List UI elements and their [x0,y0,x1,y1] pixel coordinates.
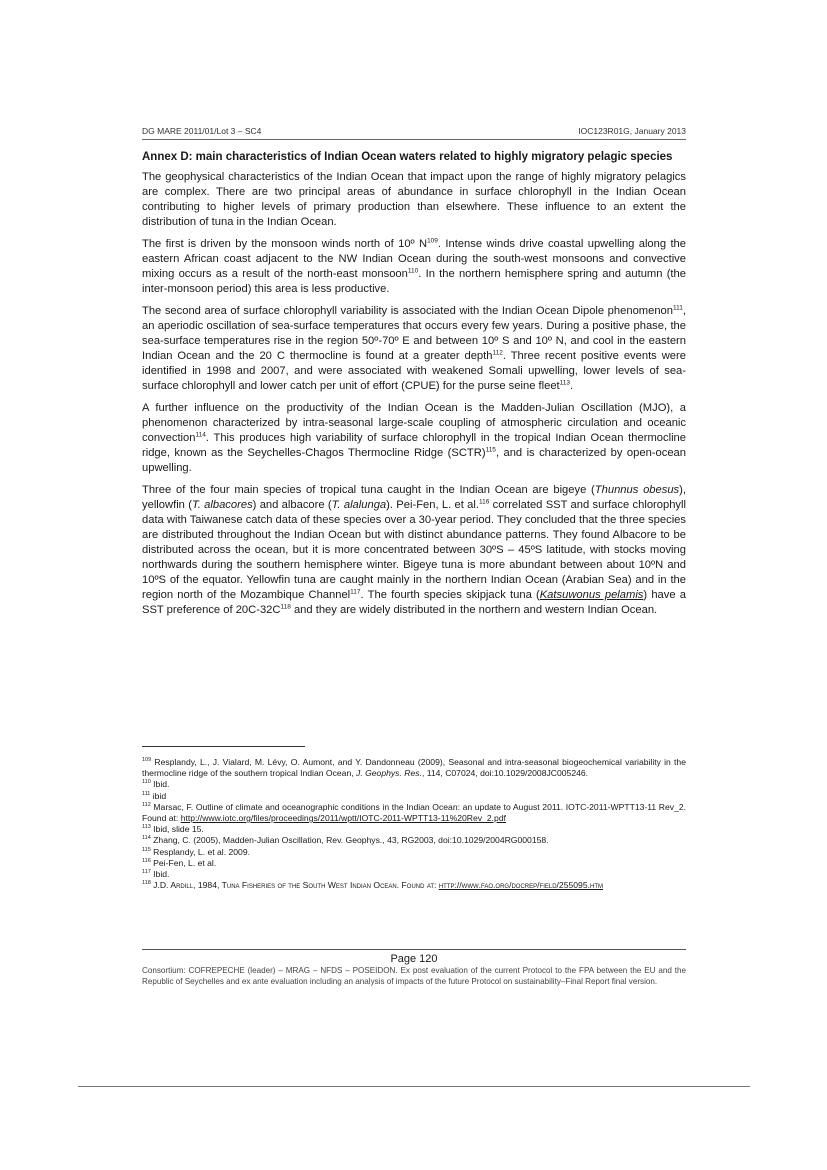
footnote-text: Ibid. [150,869,170,880]
footnote-number: 112 [142,801,151,808]
footnote-112 [142,802,686,824]
footnote-text: Pei-Fen, L. et al. [150,857,217,868]
p3-text-b: , an aperiodic oscillation of sea-surface temperatures that occurs every few years. During a positive phase, the sea-surface temperatures rise in the region 50º-70º E and between 10º S and 10º N, and cool in the eastern Indian Ocean and the 20 C thermocline is found at a greater depth [142,305,686,362]
header-divider [142,139,686,140]
footnote-text: , 114, C07024, doi:10.1029/2008JC005246. [421,768,589,779]
page-number: Page 120 [390,953,438,965]
footnote-114 [142,835,686,846]
footnote-ref-109[interactable]: 109 [427,237,438,245]
footnote-109 [142,757,686,779]
footnote-number: 111 [142,790,151,797]
footnote-number: 116 [142,857,151,864]
p2-text-b: . Intense winds drive coastal upwelling along the eastern African coast adjacent to the NW Indian Ocean during the south-west monsoons and convective mixing occurs as a result of the north-east monsoon [142,238,686,280]
p2-text-a: The first is driven by the monsoon winds north of 10º N [142,238,428,250]
header-left: DG MARE 2011/01/Lot 3 – SC4 [142,126,262,136]
footnote-text: Resplandy, L. et al. 2009. [150,846,250,857]
footnote-113 [142,824,686,835]
footnote-number: 117 [142,869,151,876]
p5-text-h: and they are widely distributed in the northern and western Indian Ocean. [290,604,658,616]
footnote-118 [142,880,686,891]
paragraph-5 [142,483,686,618]
footnote-text: J.D. Ardill, 1984, Tuna Fisheries of the South West Indian Ocean. Found at: [150,880,439,891]
paragraph-1: The geophysical characteristics of the Indian Ocean that impact upon the range of highly migratory pelagics are complex. There are two principal areas of abundance in surface chlorophyll in the Indian Ocean contributing to higher levels of primary production than elsewhere. These influence to an extent the distribution of tuna in the Indian Ocean. [142,171,686,228]
p5-text-e: correlated SST and surface chlorophyll data with Taiwanese catch data of these species over a 30-year period. They concluded that the three species are distributed throughout the Indian Ocean but with distinct abundance patterns. They found Albacore to be distributed across the ocean, but it is more concentrated between 30ºS – 45ºS latitude, with stocks moving northwards during the southern hemisphere winter. Bigeye tuna is more abundant between about 10ºN and 10ºS of the equator. Yellowfin tuna are caught mainly in the northern Indian Ocean (Arabian Sea) and in the region north of the Mozambique Channel [142,499,687,601]
species-bigeye: Thunnus obesus [594,484,680,496]
footnotes [142,757,686,891]
species-skipjack: Katsuwonus pelamis [539,589,644,601]
p3-text-c: . Three recent positive events were identified in 1998 and 2007, and were associated with weakened Somali upwelling, lower levels of sea-surface chlorophyll and lower catch per unit of effort (CPUE) for the purse seine fleet [142,350,686,392]
footnote-text: Zhang, C. (2005), Madden-Julian Oscillation, Rev. Geophys., 43, RG2003, doi:10.1029/2004RG000158. [150,835,549,846]
p5-text-a: Three of the four main species of tropical tuna caught in the Indian Ocean are bigeye ( [142,484,595,496]
footnote-ref-111[interactable]: 111 [673,304,683,312]
p2-text-c: . In the northern hemisphere spring and autumn (the inter-monsoon period) this area is less productive. [142,268,686,295]
header-right: IOC123R01G, January 2013 [578,126,686,136]
footnote-number: 118 [142,880,151,887]
footnote-divider [142,746,305,747]
footnote-116 [142,858,686,869]
paragraph-4 [142,401,686,476]
p5-text-g: ) have a SST preference of 20C-32C [142,589,686,616]
footnote-ref-114[interactable]: 114 [195,431,206,439]
species-yellowfin: T. albacores [191,499,253,511]
p4-text-a: A further influence on the productivity of the Indian Ocean is the Madden-Julian Oscillation (MJO), a phenomenon characterized by intra-seasonal large-scale coupling of atmospheric circulation and oceanic convection [142,402,686,444]
footnote-text: Marsac, F. Outline of climate and oceanographic conditions in the Indian Ocean: an update to August 2011. IOTC-2011-WPTT13-11 Rev_2. Found at: [142,801,686,824]
paragraph-2 [142,237,686,297]
footnote-ref-118[interactable]: 118 [280,603,291,611]
footnote-111 [142,791,686,802]
footnote-number: 110 [142,779,151,786]
footnote-number: 114 [142,835,151,842]
p4-text-c: , and is characterized by open-ocean upwelling. [142,447,686,474]
p5-text-b: ), yellowfin ( [142,484,686,511]
p5-text-d: ). Pei-Fen, L. et al. [386,499,479,511]
footnote-text: Ibid. [150,779,170,790]
footnote-text: Ibid, slide 15. [150,824,204,835]
footnote-ref-113[interactable]: 113 [559,379,571,387]
paragraph-3 [142,304,686,394]
page-body [142,151,686,625]
footnote-number: 113 [142,824,151,831]
p5-text-c: ) and albacore ( [252,499,332,511]
footnote-ref-110[interactable]: 110 [407,267,419,275]
journal-name: J. Geophys. Res. [356,768,422,779]
fao-link[interactable]: http://www.fao.org/docrep/field/255095.htm [438,880,603,891]
footnote-text: ibid [150,790,167,801]
footnote-ref-117[interactable]: 117 [350,588,361,596]
iotc-link[interactable]: http://www.iotc.org/files/proceedings/2011/wptt/IOTC-2011-WPTT13-11%20Rev_2.pdf [180,813,506,824]
footnote-115 [142,847,686,858]
p5-text-f: . The fourth species skipjack tuna ( [360,589,540,601]
footnote-ref-115[interactable]: 115 [485,446,496,454]
footer-divider [142,949,686,950]
consortium-note: Consortium: COFREPECHE (leader) – MRAG – NFDS – POSEIDON. Ex post evaluation of the current Protocol to the FPA between the EU and the Republic of Seychelles and ex ante evaluation including an analysis of impacts of the future Protocol on sustainability–Final Report final version. [142,966,686,986]
footnote-ref-112[interactable]: 112 [492,349,503,357]
annex-title: Annex D: main characteristics of Indian Ocean waters related to highly migratory pelagic species [142,151,673,163]
footnote-110 [142,779,686,790]
footnote-ref-116[interactable]: 116 [478,498,490,506]
p3-text-d: . [570,380,574,392]
viewer-page-edge [78,1086,750,1087]
p4-text-b: . This produces high variability of surface chlorophyll in the tropical Indian Ocean thermocline ridge, known as the Seychelles-Chagos Thermocline Ridge (SCTR) [142,432,686,459]
footnote-117 [142,869,686,880]
species-albacore: T. alalunga [331,499,387,511]
footnote-text: Resplandy, L., J. Vialard, M. Lévy, O. Aumont, and Y. Dandonneau (2009), Seasonal and intra-seasonal biogeochemical variability in the thermocline ridge of the southern tropical Indian Ocean, [142,757,686,779]
p3-text-a: The second area of surface chlorophyll variability is associated with the Indian Ocean Dipole phenomenon [142,305,673,317]
footnote-number: 115 [142,846,151,853]
footnote-number: 109 [142,757,152,764]
